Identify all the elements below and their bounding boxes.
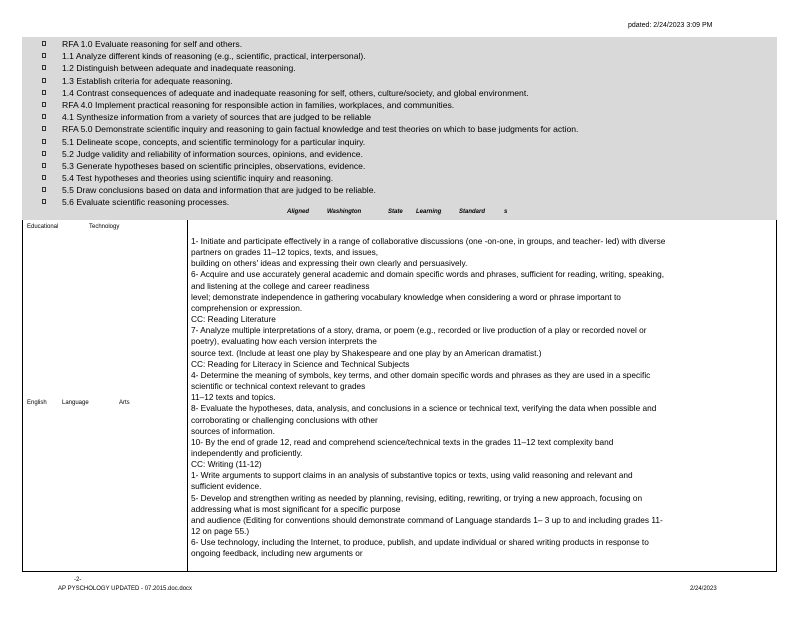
content-line: sufficient evidence. xyxy=(191,481,262,492)
footer-filename: AP PYSCHOLOGY UPDATED - 07.2015.doc.docx xyxy=(58,586,193,592)
standard-list-item xyxy=(22,123,777,135)
standard-text: 1.1 Analyze different kinds of reasoning (e.g., scientific, practical, interpersonal). xyxy=(62,51,366,62)
standard-text: 5.2 Judge validity and reliability of information sources, opinions, and evidence. xyxy=(62,148,363,159)
washington-word: Washington xyxy=(327,209,362,215)
row-label-word: Technology xyxy=(89,224,120,230)
row-label-word: Educational xyxy=(27,224,59,230)
content-line: and listening at the college and career readiness xyxy=(191,280,370,291)
content-line: source text. (Include at least one play by Shakespeare and one play by an American dramatist.) xyxy=(191,347,542,358)
content-line: CC: Reading Literature xyxy=(191,314,276,325)
standard-word: Standard xyxy=(459,209,486,215)
content-line: comprehension or expression. xyxy=(191,302,303,313)
content-line: 1- Write arguments to support claims in an analysis of substantive topics or texts, using valid reasoning and relevant and xyxy=(191,470,633,481)
row-label-word: English xyxy=(27,400,47,406)
bullet-box-icon xyxy=(42,102,46,107)
content-line: level; demonstrate independence in gathering vocabulary knowledge when considering a word or phrase important to xyxy=(191,291,621,302)
content-line: independently and proficiently. xyxy=(191,447,303,458)
row-label-word: Arts xyxy=(119,400,130,406)
content-line: CC: Writing (11-12) xyxy=(191,459,262,470)
standard-text: 5.1 Delineate scope, concepts, and scientific terminology for a particular inquiry. xyxy=(62,136,366,147)
bullet-box-icon xyxy=(42,65,46,70)
updated-timestamp: pdated: 2/24/2023 3:09 PM xyxy=(628,22,713,29)
content-line: 6- Use technology, including the Internet, to produce, publish, and update individual or shared writing products in response to xyxy=(191,537,649,548)
bullet-box-icon xyxy=(42,151,46,156)
bullet-box-icon xyxy=(42,114,46,119)
standard-text: 1.4 Contrast consequences of adequate and inadequate reasoning for self, others, culture/society, and global environment. xyxy=(62,87,529,98)
bullet-box-icon xyxy=(42,90,46,95)
bullet-box-icon xyxy=(42,78,46,83)
row-label-word: Language xyxy=(62,400,89,406)
standard-text: RFA 4.0 Implement practical reasoning for responsible action in families, workplaces, and communities. xyxy=(62,99,455,110)
content-line: 8- Evaluate the hypotheses, data, analysis, and conclusions in a science or technical text, verifying the data when possible and xyxy=(191,403,657,414)
standards-list xyxy=(22,38,777,209)
content-line: 1- Initiate and participate effectively in a range of collaborative discussions (one -on-one, in groups, and teacher- led) with diverse xyxy=(191,236,666,246)
content-line: 10- By the end of grade 12, read and comprehend science/technical texts in the grades 11–12 text complexity band xyxy=(191,436,614,447)
standard-text: 4.1 Synthesize information from a variety of sources that are judged to be reliable xyxy=(62,112,372,123)
bullet-box-icon xyxy=(42,199,46,204)
standard-list-item xyxy=(22,62,777,74)
content-line: CC: Reading for Literacy in Science and Technical Subjects xyxy=(191,358,410,369)
content-line: 11–12 texts and topics. xyxy=(191,392,276,403)
content-line: 5- Develop and strengthen writing as needed by planning, revising, editing, rewriting, or trying a new approach, focusing on xyxy=(191,492,643,503)
standard-text: 5.4 Test hypotheses and theories using scientific inquiry and reasoning. xyxy=(62,173,334,184)
bullet-box-icon xyxy=(42,175,46,180)
content-line: poetry), evaluating how each version interprets the xyxy=(191,336,377,347)
bullet-box-icon xyxy=(42,126,46,131)
footer-date: 2/24/2023 xyxy=(690,586,717,592)
standard-text: 1.3 Establish criteria for adequate reasoning. xyxy=(62,75,233,86)
content-line: scientific or technical context relevant to grades xyxy=(191,381,366,392)
content-line: corroborating or challenging conclusions with other xyxy=(191,414,378,425)
learning-word: Learning xyxy=(416,209,442,215)
content-line: and audience (Editing for conventions should demonstrate command of Language standards 1– 3 up to and including grades 11- xyxy=(191,514,663,525)
standard-list-item xyxy=(22,196,777,208)
standard-text: 5.6 Evaluate scientific reasoning processes. xyxy=(62,197,230,208)
standard-list-item xyxy=(22,136,777,148)
standard-suffix: s xyxy=(504,209,508,215)
content-line: building on others' ideas and expressing their own clearly and persuasively. xyxy=(191,258,468,269)
content-line: 12 on page 55.) xyxy=(191,526,250,537)
content-line: sources of information. xyxy=(191,425,275,436)
content-line: partners on grades 11–12 topics, texts, and issues, xyxy=(191,247,379,258)
content-line: ongoing feedback, including new arguments or xyxy=(191,548,363,559)
standard-list-item xyxy=(22,148,777,160)
standard-list-item xyxy=(22,172,777,184)
standards-panel xyxy=(22,37,777,220)
standard-list-item xyxy=(22,87,777,99)
content-line: 7- Analyze multiple interpretations of a story, drama, or poem (e.g., recorded or live production of a play or recorded novel or xyxy=(191,325,647,336)
column-divider xyxy=(187,220,188,571)
bullet-box-icon xyxy=(42,187,46,192)
standard-text: 5.3 Generate hypotheses based on scientific principles, observations, evidence. xyxy=(62,160,366,171)
standard-text: 5.5 Draw conclusions based on data and information that are judged to be reliable. xyxy=(62,185,376,196)
standards-table xyxy=(22,220,777,572)
footer-page-number: -2- xyxy=(74,577,82,583)
standard-list-item xyxy=(22,75,777,87)
bullet-box-icon xyxy=(42,41,46,46)
content-line: 6- Acquire and use accurately general academic and domain specific words and phrases, sufficient for reading, writing, speaking, xyxy=(191,269,665,280)
state-word: State xyxy=(388,209,403,215)
standard-list-item xyxy=(22,99,777,111)
aligned-word: Aligned xyxy=(287,209,309,215)
standard-text: RFA 5.0 Demonstrate scientific inquiry and reasoning to gain factual knowledge and test theories on which to base judgments for action. xyxy=(62,124,579,135)
standards-content xyxy=(191,236,771,560)
standard-text: RFA 1.0 Evaluate reasoning for self and others. xyxy=(62,39,243,49)
aligned-standards-header xyxy=(22,209,777,219)
content-line: 4- Determine the meaning of symbols, key terms, and other domain specific words and phrases as they are used in a specific xyxy=(191,369,651,380)
bullet-box-icon xyxy=(42,53,46,58)
standard-list-item xyxy=(22,160,777,172)
standard-list-item xyxy=(22,111,777,123)
bullet-box-icon xyxy=(42,163,46,168)
standard-list-item xyxy=(22,184,777,196)
standard-list-item xyxy=(22,50,777,62)
standard-text: 1.2 Distinguish between adequate and inadequate reasoning. xyxy=(62,63,296,74)
standard-list-item xyxy=(22,38,777,50)
bullet-box-icon xyxy=(42,139,46,144)
content-line: addressing what is most significant for a specific purpose xyxy=(191,503,401,514)
